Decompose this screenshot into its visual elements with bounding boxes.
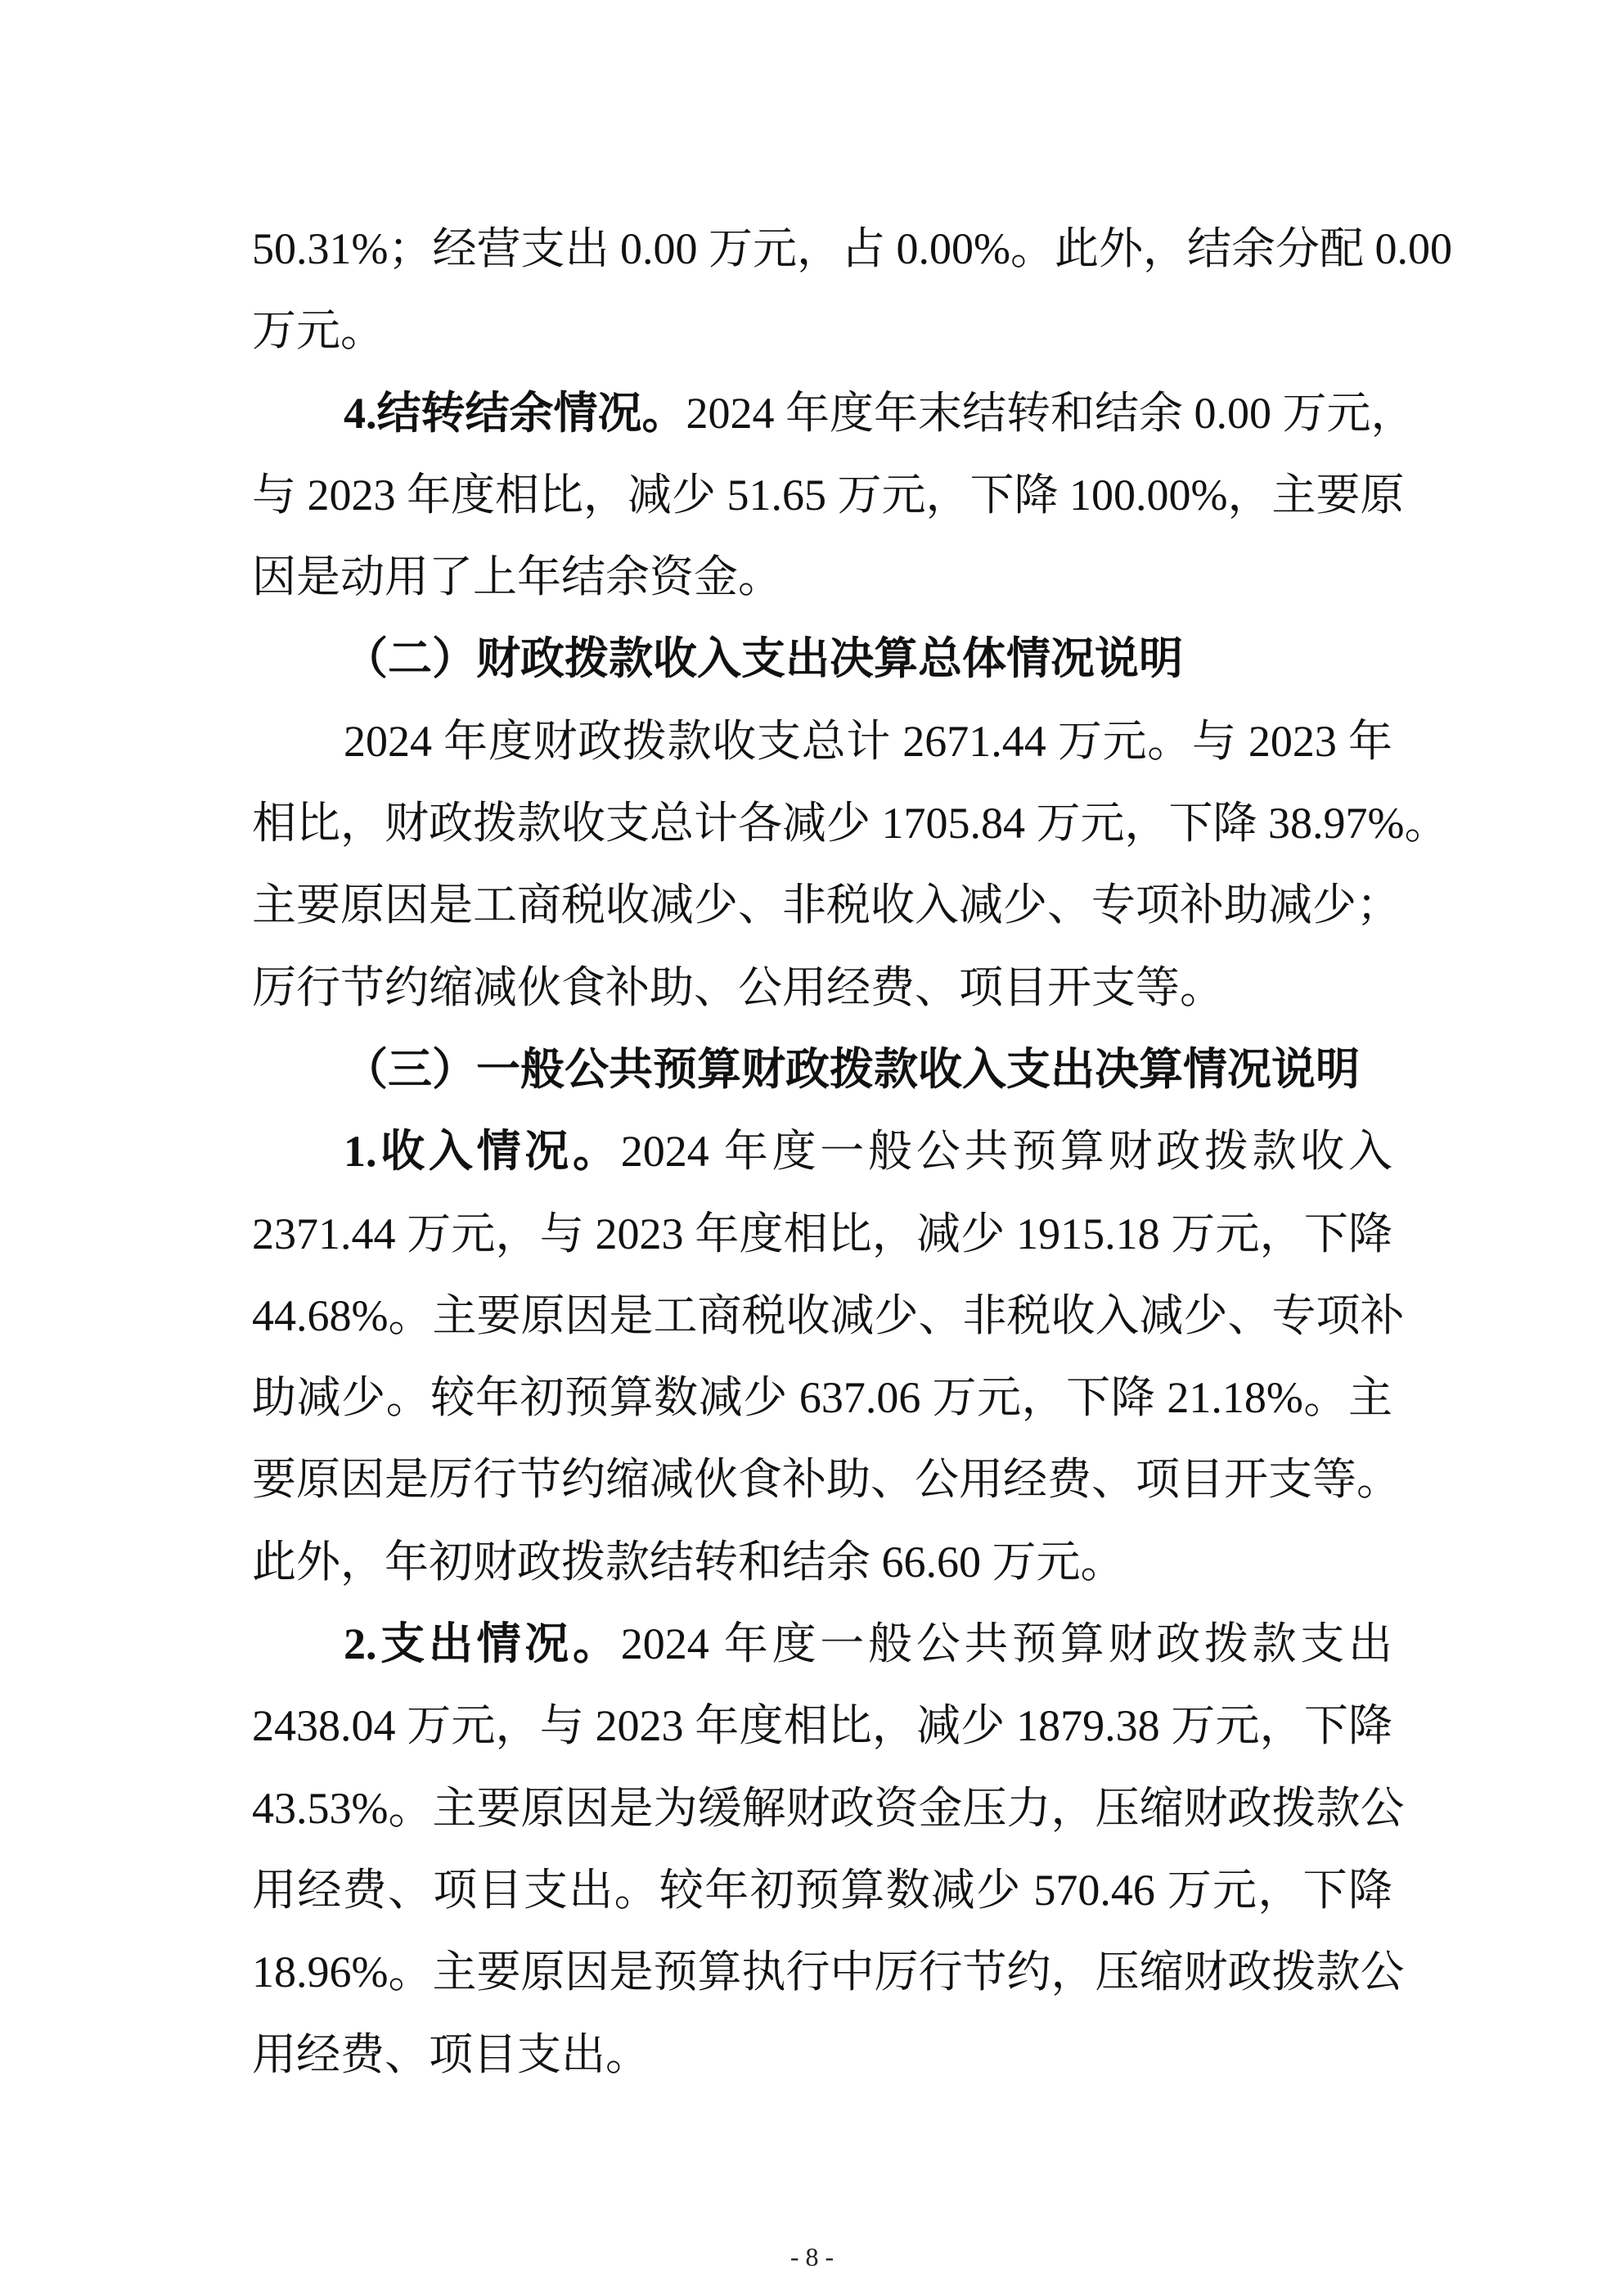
paragraph-line [252, 208, 1452, 290]
paragraph-lead: 1.收入情况。 [344, 1127, 621, 1177]
document-body [252, 208, 1452, 2096]
section-heading: （三）一般公共预算财政拨款收入支出决算情况说明 [344, 1044, 1360, 1094]
line-text: 2024 年度一般公共预算财政拨款支出 [620, 1619, 1393, 1669]
section-heading: （二）财政拨款收入支出决算总体情况说明 [344, 634, 1183, 684]
line-text: 与 2023 年度相比，减少 51.65 万元，下降 100.00%，主要原 [252, 470, 1405, 520]
paragraph-line [252, 1603, 1392, 1685]
line-text: 要原因是厉行节约缩减伙食补助、公用经费、项目开支等。 [252, 1455, 1401, 1505]
line-text: 44.68%。主要原因是工商税收减少、非税收入减少、专项补 [252, 1290, 1405, 1340]
paragraph-line [252, 1357, 1392, 1438]
paragraph-line [252, 536, 1392, 618]
paragraph-line [252, 1521, 1392, 1603]
line-text: 2438.04 万元，与 2023 年度相比，减少 1879.38 万元，下降 [252, 1701, 1392, 1751]
line-text: 用经费、项目支出。较年初预算数减少 570.46 万元，下降 [252, 1865, 1392, 1915]
paragraph-line [252, 1849, 1392, 1931]
paragraph-line [252, 782, 1449, 864]
line-text: 助减少。较年初预算数减少 637.06 万元，下降 21.18%。主 [252, 1373, 1392, 1423]
paragraph-line [252, 947, 1392, 1029]
line-text: 相比，财政拨款收支总计各减少 1705.84 万元，下降 38.97%。 [252, 799, 1449, 849]
line-text: 43.53%。主要原因是为缓解财政资金压力，压缩财政拨款公 [252, 1783, 1405, 1833]
line-text: 50.31%；经营支出 0.00 万元，占 0.00%。此外，结余分配 0.00 [252, 224, 1452, 273]
paragraph-line [252, 290, 1392, 371]
paragraph-lead: 2.支出情况。 [344, 1619, 621, 1669]
line-text: 因是动用了上年结余资金。 [252, 552, 782, 602]
paragraph-line [252, 700, 1392, 782]
page-number: - 8 - [790, 2242, 834, 2271]
line-text: 主要原因是工商税收减少、非税收入减少、专项补助减少； [252, 880, 1401, 930]
paragraph-line [252, 1931, 1405, 2013]
paragraph-line [252, 1685, 1392, 1767]
line-text: 2371.44 万元，与 2023 年度相比，减少 1915.18 万元，下降 [252, 1209, 1392, 1258]
paragraph-line [252, 1767, 1405, 1849]
line-text: 2024 年度财政拨款收支总计 2671.44 万元。与 2023 年 [344, 716, 1392, 766]
paragraph-line [252, 864, 1401, 946]
paragraph-line [252, 454, 1405, 536]
line-text: 用经费、项目支出。 [252, 2029, 650, 2079]
line-text: 18.96%。主要原因是预算执行中厉行节约，压缩财政拨款公 [252, 1947, 1405, 1997]
paragraph-lead: 4.结转结余情况。 [344, 388, 686, 438]
line-text: 此外，年初财政拨款结转和结余 66.60 万元。 [252, 1537, 1125, 1587]
paragraph-line [252, 1438, 1401, 1520]
paragraph-line [252, 1193, 1392, 1275]
paragraph-line [252, 1275, 1405, 1357]
line-text: 万元。 [252, 306, 385, 356]
paragraph-line [252, 2014, 1392, 2096]
line-text: 2024 年度年末结转和结余 0.00 万元， [686, 388, 1415, 438]
paragraph-line [252, 1110, 1392, 1192]
line-text: 厉行节约缩减伙食补助、公用经费、项目开支等。 [252, 962, 1224, 1012]
paragraph-line [252, 372, 1415, 454]
line-text: 2024 年度一般公共预算财政拨款收入 [620, 1127, 1393, 1177]
